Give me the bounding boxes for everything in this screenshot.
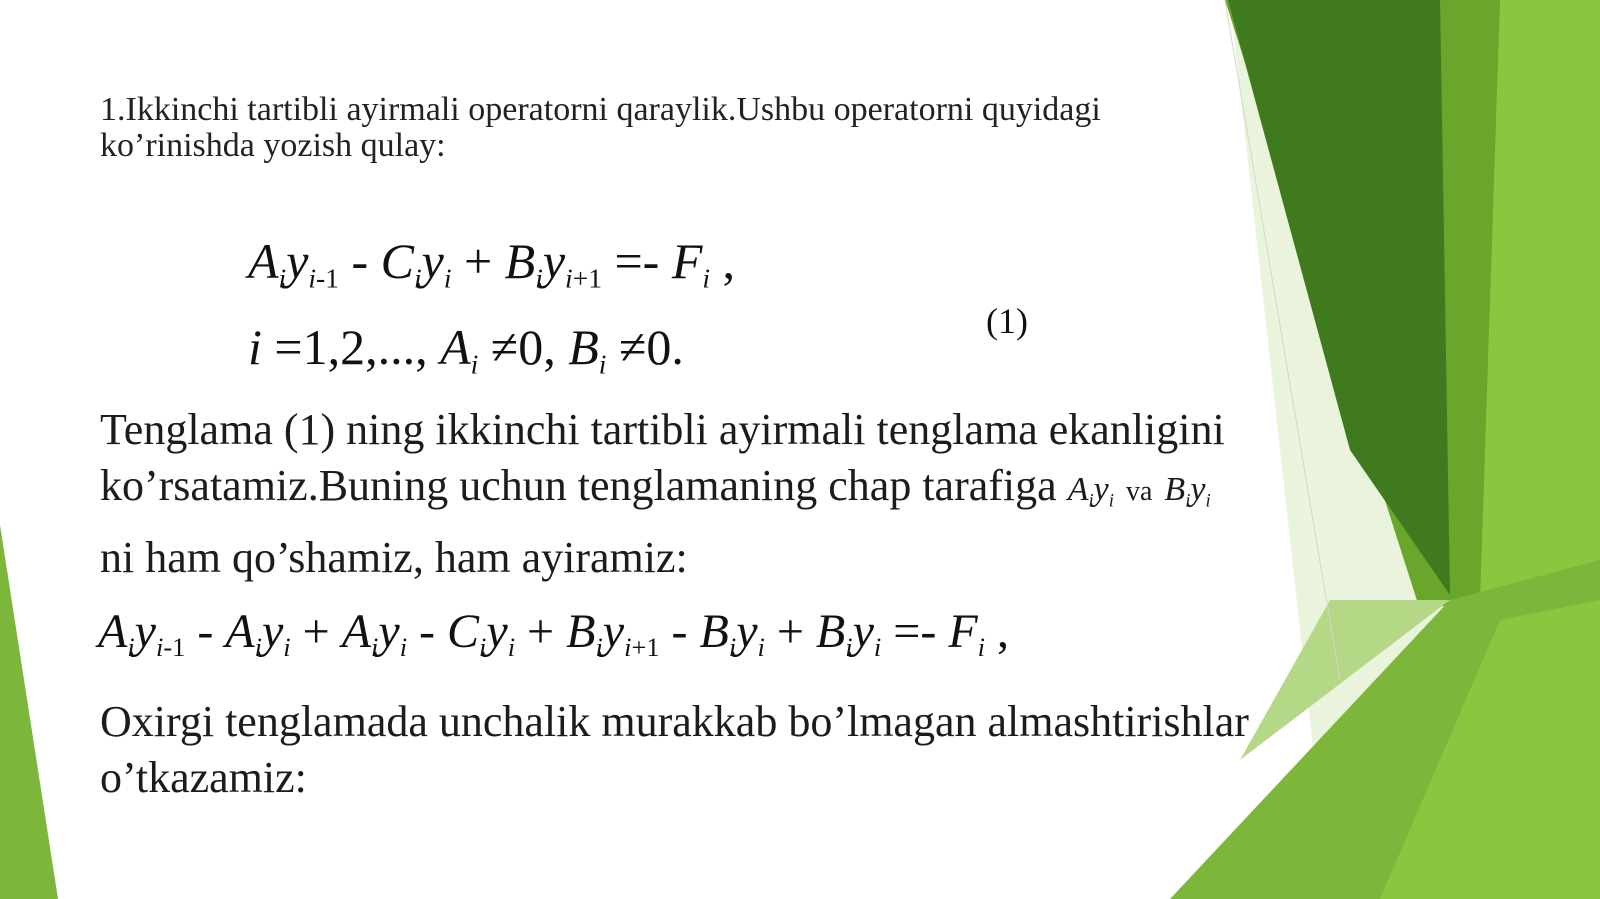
- paragraph-1-line-2: [100, 458, 1211, 520]
- inline-connector: va: [1125, 476, 1153, 507]
- paragraph-1-line-1: Tenglama (1) ning ikkinchi tartibli ayirmali tenglama ekanligini: [100, 405, 1225, 454]
- intro-text: 1.Ikkinchi tartibli ayirmali operatorni qaraylik.Ushbu operatorni quyidagi ko’rinishda yozish qulay:: [100, 91, 1101, 164]
- paragraph-1-line-3: ni ham qo’shamiz, ham ayiramiz:: [100, 533, 688, 582]
- inline-term-a-y: $A_iy_i$: [1067, 471, 1114, 512]
- paragraph-1-line-2-text: ko’rsatamiz.Buning uchun tenglamaning chap tarafiga: [100, 461, 1057, 510]
- green-band-left: [0, 525, 58, 899]
- equation-number: (1): [986, 301, 1028, 341]
- equation-1-line-2: i =1,2,..., $A_i \ne 0$, $B_i \ne 0$.: [248, 319, 684, 380]
- paragraph-2-line-1: Oxirgi tenglamada unchalik murakkab bo’lmagan almashtirishlar: [100, 697, 1249, 746]
- paragraph-2-line-2: o’tkazamiz:: [100, 753, 307, 802]
- inline-term-b-y: $B_iy_i$: [1164, 471, 1211, 512]
- equation-2: $A_iy_{i-1} - A_iy_i + A_iy_i - C_iy_i + B_iy_{i+1} - B_iy_i + B_iy_i =- F_i$ ,: [98, 605, 1009, 663]
- equation-1-line-1: $A_iy_{i-1} - C_iy_i + B_iy_{i+1} =- F_i$ ,: [248, 233, 735, 294]
